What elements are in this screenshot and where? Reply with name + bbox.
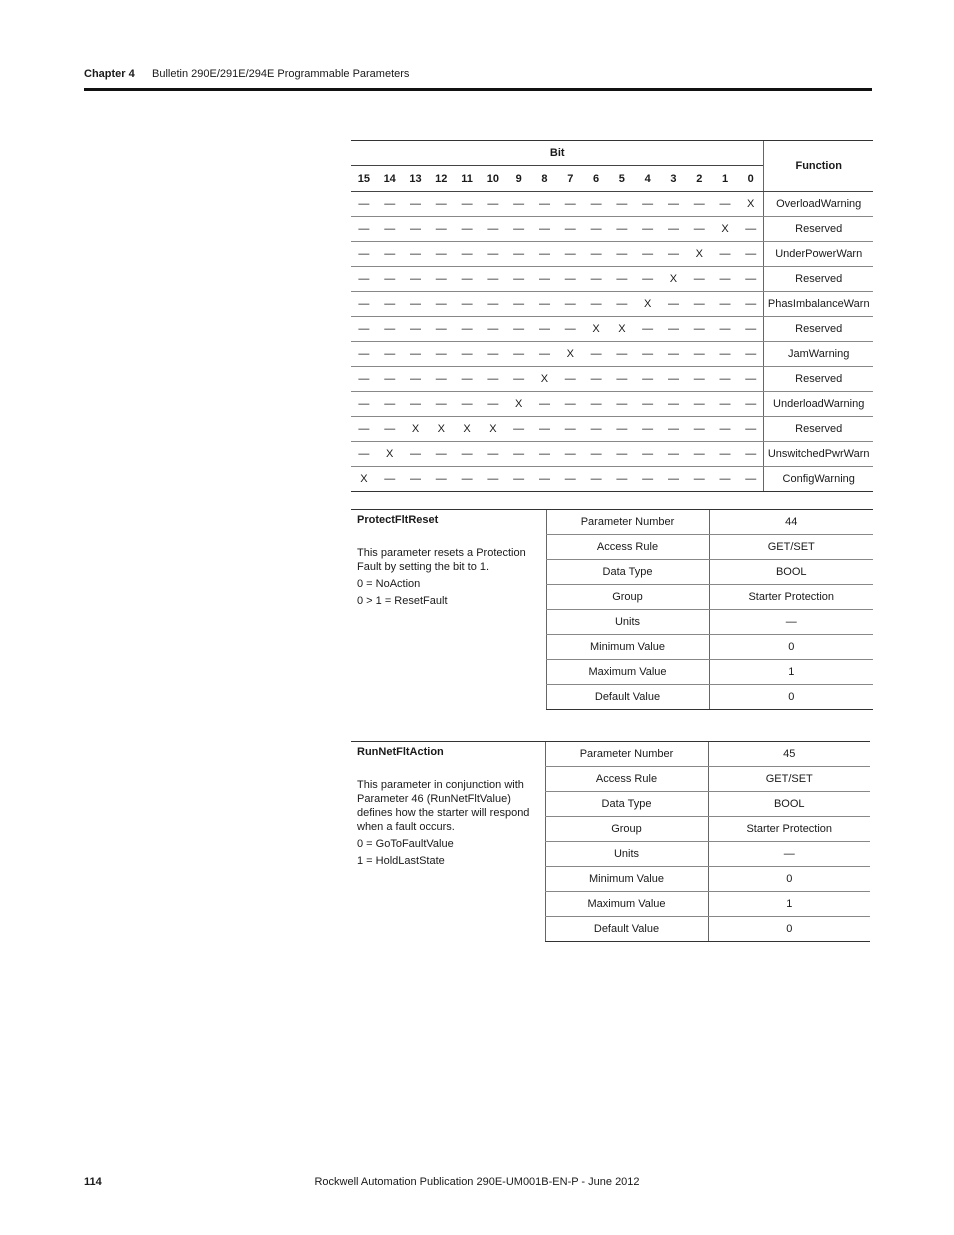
bit-cell: — xyxy=(532,392,558,417)
bit-cell: — xyxy=(661,342,687,367)
bit-cell: X xyxy=(377,442,403,467)
param-option: 0 = GoToFaultValue xyxy=(357,838,454,850)
bit-cell: — xyxy=(403,342,429,367)
bit-cell: — xyxy=(403,367,429,392)
bit-cell: — xyxy=(428,242,454,267)
bit-cell: — xyxy=(506,367,532,392)
bit-cell: — xyxy=(532,317,558,342)
bit-cell: — xyxy=(454,192,480,217)
attribute-key: Group xyxy=(546,585,709,610)
bit-number: 15 xyxy=(351,166,377,192)
attribute-value: Starter Protection xyxy=(709,585,873,610)
bit-cell: — xyxy=(557,267,583,292)
attribute-key: Default Value xyxy=(545,917,708,942)
bit-cell: — xyxy=(377,242,403,267)
bit-number: 2 xyxy=(686,166,712,192)
bit-cell: — xyxy=(377,267,403,292)
bit-cell: X xyxy=(454,417,480,442)
bit-cell: — xyxy=(480,367,506,392)
bit-number: 12 xyxy=(428,166,454,192)
bit-cell: — xyxy=(661,192,687,217)
function-cell: Reserved xyxy=(764,417,873,442)
bit-cell: — xyxy=(712,317,738,342)
bit-cell: X xyxy=(532,367,558,392)
bit-cell: X xyxy=(351,467,377,492)
bit-cell: — xyxy=(428,442,454,467)
bit-cell: — xyxy=(532,342,558,367)
attribute-value: 1 xyxy=(708,892,870,917)
bit-cell: — xyxy=(609,367,635,392)
bit-cell: — xyxy=(454,467,480,492)
bit-cell: — xyxy=(428,392,454,417)
bit-cell: — xyxy=(661,217,687,242)
param-option: 0 > 1 = ResetFault xyxy=(357,595,448,607)
bit-cell: — xyxy=(557,192,583,217)
bit-cell: — xyxy=(403,217,429,242)
bit-cell: — xyxy=(532,417,558,442)
bit-cell: — xyxy=(583,442,609,467)
param-row xyxy=(351,510,873,535)
function-cell: UnderPowerWarn xyxy=(764,242,873,267)
bit-cell: — xyxy=(377,417,403,442)
bit-cell: — xyxy=(661,442,687,467)
bit-cell: — xyxy=(583,217,609,242)
bit-cell: — xyxy=(712,267,738,292)
bit-cell: — xyxy=(454,267,480,292)
attribute-key: Data Type xyxy=(546,560,709,585)
bit-number: 1 xyxy=(712,166,738,192)
bit-number: 13 xyxy=(403,166,429,192)
bit-cell: — xyxy=(428,267,454,292)
bit-cell: — xyxy=(583,417,609,442)
bit-cell: — xyxy=(506,467,532,492)
bit-cell: — xyxy=(480,392,506,417)
bit-cell: — xyxy=(403,467,429,492)
bit-cell: — xyxy=(609,467,635,492)
table-row xyxy=(351,442,873,467)
table-row xyxy=(351,342,873,367)
bit-cell: — xyxy=(609,217,635,242)
bit-cell: — xyxy=(738,217,764,242)
bit-cell: — xyxy=(583,292,609,317)
param-name: RunNetFltAction xyxy=(357,746,444,758)
function-cell: UnderloadWarning xyxy=(764,392,873,417)
bit-cell: — xyxy=(738,392,764,417)
attribute-value: — xyxy=(709,610,873,635)
bit-cell: — xyxy=(480,317,506,342)
bit-cell: — xyxy=(480,217,506,242)
bit-cell: — xyxy=(532,242,558,267)
bit-cell: — xyxy=(351,442,377,467)
bit-cell: X xyxy=(635,292,661,317)
bit-cell: — xyxy=(351,192,377,217)
header-rule xyxy=(84,88,872,91)
bit-cell: X xyxy=(480,417,506,442)
table-row xyxy=(351,317,873,342)
param-description-cell xyxy=(351,510,546,710)
bit-cell: — xyxy=(557,317,583,342)
bit-cell: — xyxy=(454,342,480,367)
bit-cell: — xyxy=(480,292,506,317)
attribute-key: Parameter Number xyxy=(545,742,708,767)
attribute-value: GET/SET xyxy=(708,767,870,792)
bit-cell: — xyxy=(635,242,661,267)
param-table-runnetfltaction xyxy=(351,741,870,942)
bit-cell: — xyxy=(428,342,454,367)
bit-cell: — xyxy=(377,292,403,317)
attribute-value: 1 xyxy=(709,660,873,685)
bit-cell: — xyxy=(557,217,583,242)
publication-info: Rockwell Automation Publication 290E-UM001B-EN-P - June 2012 xyxy=(314,1176,640,1188)
bit-cell: — xyxy=(428,292,454,317)
table-row xyxy=(351,192,873,217)
bit-cell: — xyxy=(712,467,738,492)
bit-cell: X xyxy=(403,417,429,442)
function-cell: OverloadWarning xyxy=(764,192,873,217)
bit-cell: — xyxy=(738,442,764,467)
table-row xyxy=(351,292,873,317)
attribute-key: Group xyxy=(545,817,708,842)
bit-cell: — xyxy=(557,367,583,392)
bit-cell: X xyxy=(712,217,738,242)
bit-cell: — xyxy=(557,442,583,467)
bit-cell: — xyxy=(635,192,661,217)
bit-cell: — xyxy=(428,192,454,217)
attribute-value: 44 xyxy=(709,510,873,535)
bit-cell: — xyxy=(377,217,403,242)
bit-cell: — xyxy=(454,292,480,317)
bit-cell: — xyxy=(738,367,764,392)
table-row xyxy=(351,367,873,392)
bit-cell: — xyxy=(428,217,454,242)
bit-cell: X xyxy=(738,192,764,217)
bit-number: 6 xyxy=(583,166,609,192)
bit-cell: — xyxy=(738,267,764,292)
bit-cell: — xyxy=(351,367,377,392)
attribute-key: Minimum Value xyxy=(546,635,709,660)
bit-cell: — xyxy=(532,267,558,292)
bit-cell: — xyxy=(661,292,687,317)
bit-cell: — xyxy=(351,342,377,367)
attribute-value: 0 xyxy=(708,867,870,892)
bit-cell: — xyxy=(532,217,558,242)
attribute-key: Units xyxy=(546,610,709,635)
bit-cell: — xyxy=(738,242,764,267)
bit-cell: — xyxy=(635,367,661,392)
bit-cell: — xyxy=(428,467,454,492)
bit-cell: — xyxy=(661,467,687,492)
attribute-key: Default Value xyxy=(546,685,709,710)
bit-cell: — xyxy=(506,417,532,442)
attribute-value: 45 xyxy=(708,742,870,767)
bit-cell: — xyxy=(583,392,609,417)
bit-cell: — xyxy=(635,342,661,367)
function-cell: ConfigWarning xyxy=(764,467,873,492)
bit-cell: — xyxy=(377,367,403,392)
bit-cell: — xyxy=(738,317,764,342)
bit-cell: — xyxy=(583,342,609,367)
bit-function-table xyxy=(351,140,873,492)
bit-cell: — xyxy=(557,467,583,492)
bit-cell: — xyxy=(661,417,687,442)
attribute-key: Access Rule xyxy=(546,535,709,560)
bit-cell: X xyxy=(583,317,609,342)
bit-cell: — xyxy=(609,292,635,317)
function-cell: Reserved xyxy=(764,317,873,342)
bit-cell: — xyxy=(454,392,480,417)
table-row xyxy=(351,242,873,267)
bit-cell: — xyxy=(609,417,635,442)
bit-cell: — xyxy=(635,217,661,242)
bit-cell: — xyxy=(686,217,712,242)
bit-cell: — xyxy=(454,367,480,392)
bit-number: 9 xyxy=(506,166,532,192)
bit-cell: X xyxy=(506,392,532,417)
function-cell: Reserved xyxy=(764,367,873,392)
bit-cell: — xyxy=(480,192,506,217)
bit-cell: — xyxy=(428,317,454,342)
bit-cell: — xyxy=(686,317,712,342)
bit-cell: — xyxy=(738,292,764,317)
bit-cell: — xyxy=(480,342,506,367)
bit-cell: — xyxy=(712,192,738,217)
bit-cell: — xyxy=(635,442,661,467)
bit-cell: — xyxy=(557,417,583,442)
bit-cell: — xyxy=(609,242,635,267)
bit-cell: — xyxy=(506,292,532,317)
attribute-key: Data Type xyxy=(545,792,708,817)
bit-cell: — xyxy=(351,217,377,242)
bit-cell: — xyxy=(686,367,712,392)
bit-cell: — xyxy=(686,342,712,367)
bit-cell: — xyxy=(351,292,377,317)
bit-cell: — xyxy=(506,242,532,267)
bit-cell: — xyxy=(635,392,661,417)
bit-cell: — xyxy=(738,467,764,492)
bit-cell: X xyxy=(661,267,687,292)
bit-cell: — xyxy=(351,242,377,267)
bit-cell: — xyxy=(712,367,738,392)
bit-cell: — xyxy=(377,192,403,217)
bit-cell: — xyxy=(583,367,609,392)
function-cell: Reserved xyxy=(764,267,873,292)
bit-cell: — xyxy=(712,442,738,467)
table-row xyxy=(351,417,873,442)
bit-cell: — xyxy=(686,292,712,317)
bit-cell: — xyxy=(661,317,687,342)
attribute-value: 0 xyxy=(709,685,873,710)
bit-cell: — xyxy=(506,317,532,342)
bit-cell: — xyxy=(403,192,429,217)
bit-cell: — xyxy=(686,192,712,217)
function-cell: Reserved xyxy=(764,217,873,242)
bit-cell: X xyxy=(609,317,635,342)
bit-cell: — xyxy=(583,192,609,217)
bit-cell: — xyxy=(377,467,403,492)
bit-cell: — xyxy=(635,417,661,442)
param-row xyxy=(351,742,870,767)
function-cell: PhasImbalanceWarn xyxy=(764,292,873,317)
table-row xyxy=(351,392,873,417)
bit-cell: — xyxy=(506,192,532,217)
bit-cell: — xyxy=(583,467,609,492)
param-description: This parameter resets a Protection Fault by setting the bit to 1. xyxy=(357,547,526,573)
table-row xyxy=(351,217,873,242)
table-row xyxy=(351,267,873,292)
bit-cell: — xyxy=(480,442,506,467)
attribute-value: GET/SET xyxy=(709,535,873,560)
bit-cell: — xyxy=(377,317,403,342)
bit-cell: — xyxy=(377,392,403,417)
bit-cell: — xyxy=(609,342,635,367)
bit-cell: — xyxy=(403,317,429,342)
bit-cell: — xyxy=(480,467,506,492)
bit-cell: X xyxy=(428,417,454,442)
bit-cell: — xyxy=(403,292,429,317)
bit-cell: — xyxy=(583,242,609,267)
bit-cell: — xyxy=(403,392,429,417)
bit-number: 7 xyxy=(557,166,583,192)
bit-cell: — xyxy=(428,367,454,392)
bit-cell: — xyxy=(738,417,764,442)
param-name: ProtectFltReset xyxy=(357,514,439,526)
param-option: 1 = HoldLastState xyxy=(357,855,445,867)
param-option: 0 = NoAction xyxy=(357,578,421,590)
bit-cell: — xyxy=(403,267,429,292)
bit-cell: — xyxy=(712,292,738,317)
attribute-value: BOOL xyxy=(709,560,873,585)
bit-number: 5 xyxy=(609,166,635,192)
bit-cell: — xyxy=(351,267,377,292)
bit-cell: — xyxy=(532,192,558,217)
attribute-key: Parameter Number xyxy=(546,510,709,535)
bit-cell: — xyxy=(557,242,583,267)
bit-cell: — xyxy=(712,392,738,417)
bit-cell: X xyxy=(686,242,712,267)
bit-number: 14 xyxy=(377,166,403,192)
bit-cell: — xyxy=(403,242,429,267)
bit-cell: X xyxy=(557,342,583,367)
bit-cell: — xyxy=(351,392,377,417)
page-number: 114 xyxy=(84,1176,102,1188)
bit-cell: — xyxy=(506,342,532,367)
bit-cell: — xyxy=(686,267,712,292)
attribute-value: Starter Protection xyxy=(708,817,870,842)
chapter-title: Bulletin 290E/291E/294E Programmable Parameters xyxy=(152,68,410,80)
bit-cell: — xyxy=(403,442,429,467)
chapter-label: Chapter 4 xyxy=(84,68,135,80)
bit-cell: — xyxy=(609,267,635,292)
bit-cell: — xyxy=(557,292,583,317)
param-description: This parameter in conjunction with Parameter 46 (RunNetFltValue) defines how the starter will respond when a fault occurs. xyxy=(357,779,530,833)
bit-cell: — xyxy=(712,417,738,442)
bit-cell: — xyxy=(609,392,635,417)
attribute-value: 0 xyxy=(709,635,873,660)
bit-cell: — xyxy=(351,417,377,442)
bit-number: 4 xyxy=(635,166,661,192)
bit-cell: — xyxy=(712,342,738,367)
bit-group-header: Bit xyxy=(351,141,764,166)
bit-number: 0 xyxy=(738,166,764,192)
param-table-protectfltreset xyxy=(351,509,873,710)
bit-cell: — xyxy=(635,317,661,342)
attribute-value: BOOL xyxy=(708,792,870,817)
bit-cell: — xyxy=(661,242,687,267)
table-row xyxy=(351,467,873,492)
bit-number: 8 xyxy=(532,166,558,192)
bit-cell: — xyxy=(686,417,712,442)
attribute-value: 0 xyxy=(708,917,870,942)
bit-cell: — xyxy=(532,292,558,317)
bit-cell: — xyxy=(506,217,532,242)
bit-cell: — xyxy=(738,342,764,367)
bit-cell: — xyxy=(454,242,480,267)
function-header: Function xyxy=(764,141,873,192)
bit-cell: — xyxy=(609,192,635,217)
bit-cell: — xyxy=(609,442,635,467)
bit-cell: — xyxy=(351,317,377,342)
bit-cell: — xyxy=(686,442,712,467)
bit-cell: — xyxy=(454,217,480,242)
bit-cell: — xyxy=(480,242,506,267)
bit-cell: — xyxy=(686,392,712,417)
bit-cell: — xyxy=(454,317,480,342)
attribute-key: Maximum Value xyxy=(546,660,709,685)
bit-number: 11 xyxy=(454,166,480,192)
attribute-key: Units xyxy=(545,842,708,867)
attribute-key: Access Rule xyxy=(545,767,708,792)
bit-cell: — xyxy=(454,442,480,467)
bit-cell: — xyxy=(480,267,506,292)
attribute-key: Minimum Value xyxy=(545,867,708,892)
bit-cell: — xyxy=(506,267,532,292)
attribute-value: — xyxy=(708,842,870,867)
bit-cell: — xyxy=(532,442,558,467)
bit-cell: — xyxy=(635,467,661,492)
bit-cell: — xyxy=(661,392,687,417)
bit-cell: — xyxy=(661,367,687,392)
bit-cell: — xyxy=(686,467,712,492)
bit-cell: — xyxy=(712,242,738,267)
bit-number: 10 xyxy=(480,166,506,192)
bit-cell: — xyxy=(557,392,583,417)
function-cell: JamWarning xyxy=(764,342,873,367)
param-description-cell xyxy=(351,742,545,942)
bit-cell: — xyxy=(635,267,661,292)
bit-cell: — xyxy=(377,342,403,367)
bit-number: 3 xyxy=(661,166,687,192)
function-cell: UnswitchedPwrWarn xyxy=(764,442,873,467)
bit-cell: — xyxy=(583,267,609,292)
bit-cell: — xyxy=(532,467,558,492)
bit-cell: — xyxy=(506,442,532,467)
attribute-key: Maximum Value xyxy=(545,892,708,917)
